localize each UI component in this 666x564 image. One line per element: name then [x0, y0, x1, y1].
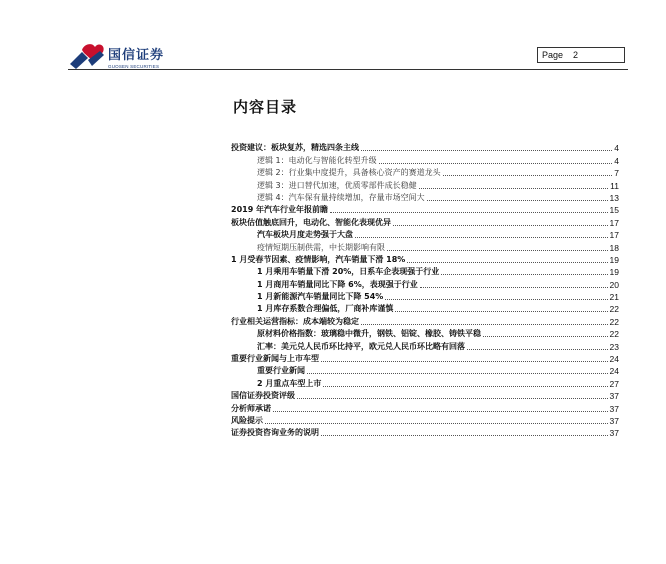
toc-entry[interactable] — [231, 290, 619, 302]
toc-leader-dots — [407, 262, 607, 263]
toc-entry[interactable] — [231, 153, 619, 165]
toc-entry-page: 24 — [609, 366, 619, 377]
toc-entry-title: 1 月新能源汽车销量同比下降 54% — [257, 292, 384, 302]
toc-entry-page: 37 — [609, 391, 619, 402]
toc-leader-dots — [387, 250, 608, 251]
toc-leader-dots — [443, 175, 613, 176]
toc-entry[interactable] — [231, 401, 619, 413]
toc-leader-dots — [483, 336, 608, 337]
page-label: Page — [542, 50, 564, 60]
toc-entry-page: 11 — [610, 180, 619, 191]
toc-entry-title: 汽车板块月度走势强于大盘 — [257, 230, 353, 240]
toc-entry[interactable] — [231, 215, 619, 227]
toc-leader-dots — [385, 299, 607, 300]
toc-entry-page: 17 — [609, 217, 619, 228]
toc-entry-title: 板块估值触底回升，电动化、智能化表现优异 — [231, 217, 391, 227]
toc-leader-dots — [321, 361, 608, 362]
toc-entry-page: 19 — [609, 267, 619, 278]
toc-leader-dots — [355, 237, 608, 238]
toc-entry-page: 22 — [609, 304, 619, 315]
toc-leader-dots — [420, 287, 608, 288]
toc-entry-title: 逻辑 3：进口替代加速，优质零部件成长稳健 — [257, 180, 417, 190]
toc-title: 内容目录 — [233, 98, 298, 116]
toc-entry-page: 4 — [614, 155, 619, 166]
toc-entry-page: 23 — [609, 341, 619, 352]
logo-english-name: GUOSEN SECURITIES — [108, 64, 160, 69]
toc-entry-page: 37 — [609, 428, 619, 439]
toc-entry-page: 18 — [609, 242, 619, 253]
toc-entry[interactable] — [231, 352, 619, 364]
page-number: 2 — [573, 50, 579, 60]
toc-entry[interactable] — [231, 240, 619, 252]
toc-entry-title: 逻辑 4：汽车保有量持续增加，存量市场空间大 — [257, 192, 425, 202]
toc-entry-page: 20 — [609, 279, 619, 290]
toc-leader-dots — [441, 274, 607, 275]
toc-entry[interactable] — [231, 414, 619, 426]
toc-entry-title: 国信证券投资评级 — [231, 391, 295, 401]
toc-entry[interactable] — [231, 203, 619, 215]
toc-entry-title: 疫情短期压制供需，中长期影响有限 — [257, 242, 385, 252]
toc-entry[interactable] — [231, 339, 619, 351]
toc-leader-dots — [379, 163, 613, 164]
table-of-contents — [231, 141, 619, 438]
toc-entry[interactable] — [231, 364, 619, 376]
toc-entry-title: 2019 年汽车行业年报前瞻 — [231, 205, 329, 215]
toc-entry-title: 1 月商用车销量同比下降 6%，表现强于行业 — [257, 279, 418, 289]
toc-entry[interactable] — [231, 302, 619, 314]
toc-leader-dots — [361, 324, 608, 325]
toc-entry-page: 19 — [609, 254, 619, 265]
toc-leader-dots — [307, 373, 608, 374]
toc-leader-dots — [330, 212, 607, 213]
toc-entry-page: 15 — [609, 205, 619, 216]
toc-entry[interactable] — [231, 228, 619, 240]
toc-entry-page: 22 — [609, 329, 619, 340]
toc-entry[interactable] — [231, 191, 619, 203]
toc-leader-dots — [419, 188, 609, 189]
toc-entry-page: 22 — [609, 316, 619, 327]
toc-entry-title: 逻辑 1：电动化与智能化转型升级 — [257, 155, 377, 165]
toc-entry[interactable] — [231, 327, 619, 339]
toc-entry-title: 逻辑 2：行业集中度提升，具备核心资产的赛道龙头 — [257, 168, 441, 178]
toc-entry-page: 13 — [609, 192, 619, 203]
toc-entry-title: 证券投资咨询业务的说明 — [231, 428, 319, 438]
toc-entry-page: 7 — [614, 168, 619, 179]
guosen-logo-icon — [68, 42, 106, 70]
toc-leader-dots — [467, 349, 608, 350]
toc-leader-dots — [297, 398, 608, 399]
toc-leader-dots — [427, 200, 608, 201]
toc-entry-title: 重要行业新闻 — [257, 366, 305, 376]
toc-entry-page: 24 — [609, 354, 619, 365]
toc-entry-title: 1 月乘用车销量下滑 20%，日系车企表现强于行业 — [257, 267, 440, 277]
toc-entry-title: 重要行业新闻与上市车型 — [231, 354, 319, 364]
toc-leader-dots — [321, 435, 608, 436]
toc-entry-page: 4 — [614, 143, 619, 154]
toc-entry[interactable] — [231, 376, 619, 388]
logo-chinese-name: 国信证券 — [108, 48, 165, 63]
toc-leader-dots — [395, 311, 607, 312]
toc-leader-dots — [265, 423, 608, 424]
toc-leader-dots — [393, 225, 608, 226]
toc-leader-dots — [273, 411, 608, 412]
toc-entry-page: 17 — [609, 230, 619, 241]
company-logo — [68, 42, 164, 70]
header-divider — [68, 69, 628, 70]
toc-entry-title: 行业相关运营指标：成本端较为稳定 — [231, 316, 359, 326]
toc-entry-title: 2 月重点车型上市 — [257, 378, 322, 388]
page-indicator — [537, 47, 625, 63]
toc-entry-page: 37 — [609, 403, 619, 414]
toc-entry-title: 1 月库存系数合理偏低，厂商补库谨慎 — [257, 304, 394, 314]
toc-entry-page: 27 — [609, 378, 619, 389]
toc-entry-page: 21 — [609, 292, 619, 303]
toc-entry[interactable] — [231, 314, 619, 326]
toc-entry[interactable] — [231, 265, 619, 277]
toc-entry-title: 投资建议：板块复苏，精选四条主线 — [231, 143, 359, 153]
toc-leader-dots — [361, 150, 612, 151]
toc-entry[interactable] — [231, 253, 619, 265]
toc-entry[interactable] — [231, 277, 619, 289]
toc-entry-title: 汇率：美元兑人民币环比持平，欧元兑人民币环比略有回落 — [257, 341, 465, 351]
toc-leader-dots — [323, 386, 607, 387]
toc-entry-title: 分析师承诺 — [231, 403, 271, 413]
toc-entry-title: 原材料价格指数：玻璃稳中微升，钢铁、铝锭、橡胶、铸铁平稳 — [257, 329, 481, 339]
toc-entry-page: 37 — [609, 415, 619, 426]
toc-entry[interactable] — [231, 141, 619, 153]
toc-entry-title: 风险提示 — [231, 415, 263, 425]
toc-entry[interactable] — [231, 426, 619, 438]
toc-entry[interactable] — [231, 166, 619, 178]
toc-entry[interactable] — [231, 178, 619, 190]
toc-entry-title: 1 月受春节因素、疫情影响，汽车销量下滑 18% — [231, 254, 406, 264]
toc-entry[interactable] — [231, 389, 619, 401]
